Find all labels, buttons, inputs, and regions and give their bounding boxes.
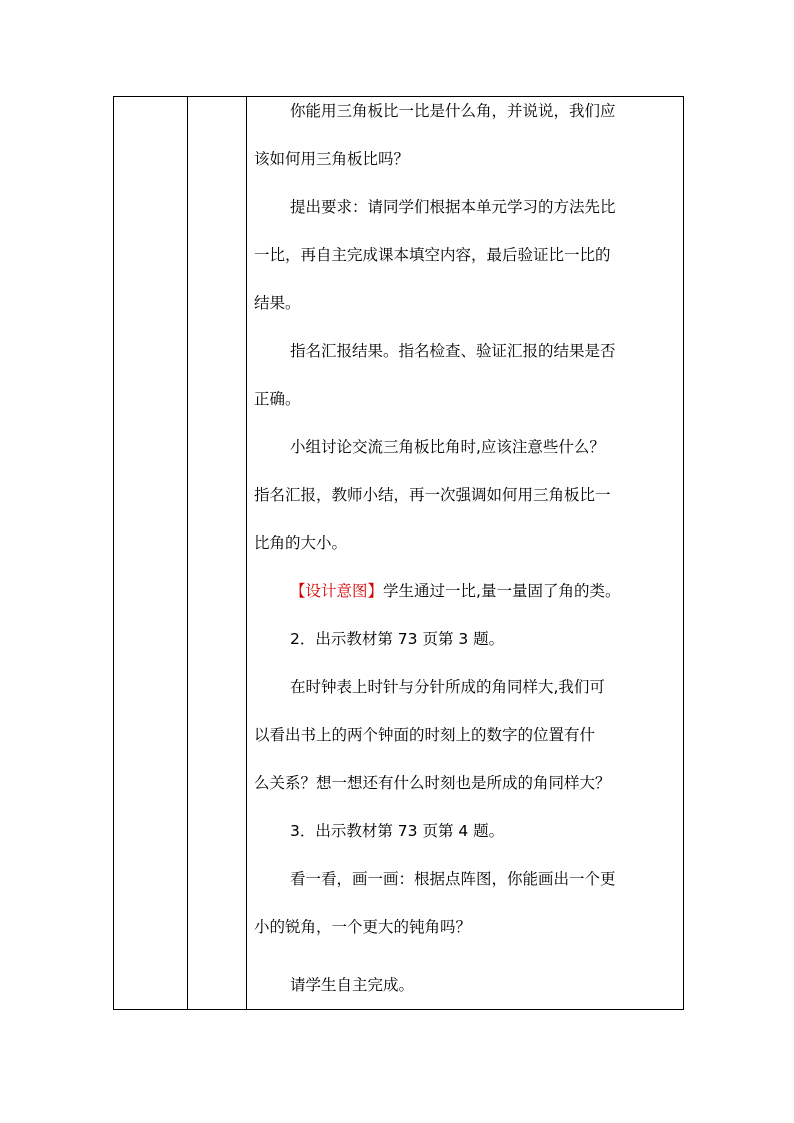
text-line: 该如何用三角板比吗？ [254,150,410,168]
text-line: 一比，再自主完成课本填空内容，最后验证比一比的 [254,246,611,264]
text-line: 请学生自主完成。 [290,976,415,994]
text-line: 正确。 [254,390,301,408]
design-intent-text: 学生通过一比,量一量固了角的类。 [383,582,621,600]
text-line: 指名汇报，教师小结，再一次强调如何用三角板比一 [254,486,611,504]
lesson-table [113,96,684,1010]
text-line: 指名汇报结果。指名检查、验证汇报的结果是否 [290,342,616,360]
design-intent-label: 【设计意图】 [290,582,384,600]
text-line: 你能用三角板比一比是什么角，并说说，我们应 [290,102,616,120]
text-line: 提出要求：请同学们根据本单元学习的方法先比 [290,198,616,216]
text-line: 在时钟表上时针与分针所成的角同样大,我们可 [290,678,605,696]
text-line: 小的锐角，一个更大的钝角吗？ [254,918,472,936]
text-line: 看一看，画一画：根据点阵图，你能画出一个更 [290,870,616,888]
text-line: 小组讨论交流三角板比角时,应该注意些什么？ [290,438,605,456]
column-divider-2 [246,97,247,1009]
text-line: 比角的大小。 [254,534,348,552]
column-divider-1 [187,97,188,1009]
text-line: 2．出示教材第 73 页第 3 题。 [290,630,505,648]
text-line: 以看出书上的两个钟面的时刻上的数字的位置有什 [254,726,596,744]
text-line: 么关系？想一想还有什么时刻也是所成的角同样大？ [254,774,611,792]
text-line: 3．出示教材第 73 页第 4 题。 [290,822,505,840]
design-intent-line [290,581,620,601]
text-line: 结果。 [254,294,301,312]
